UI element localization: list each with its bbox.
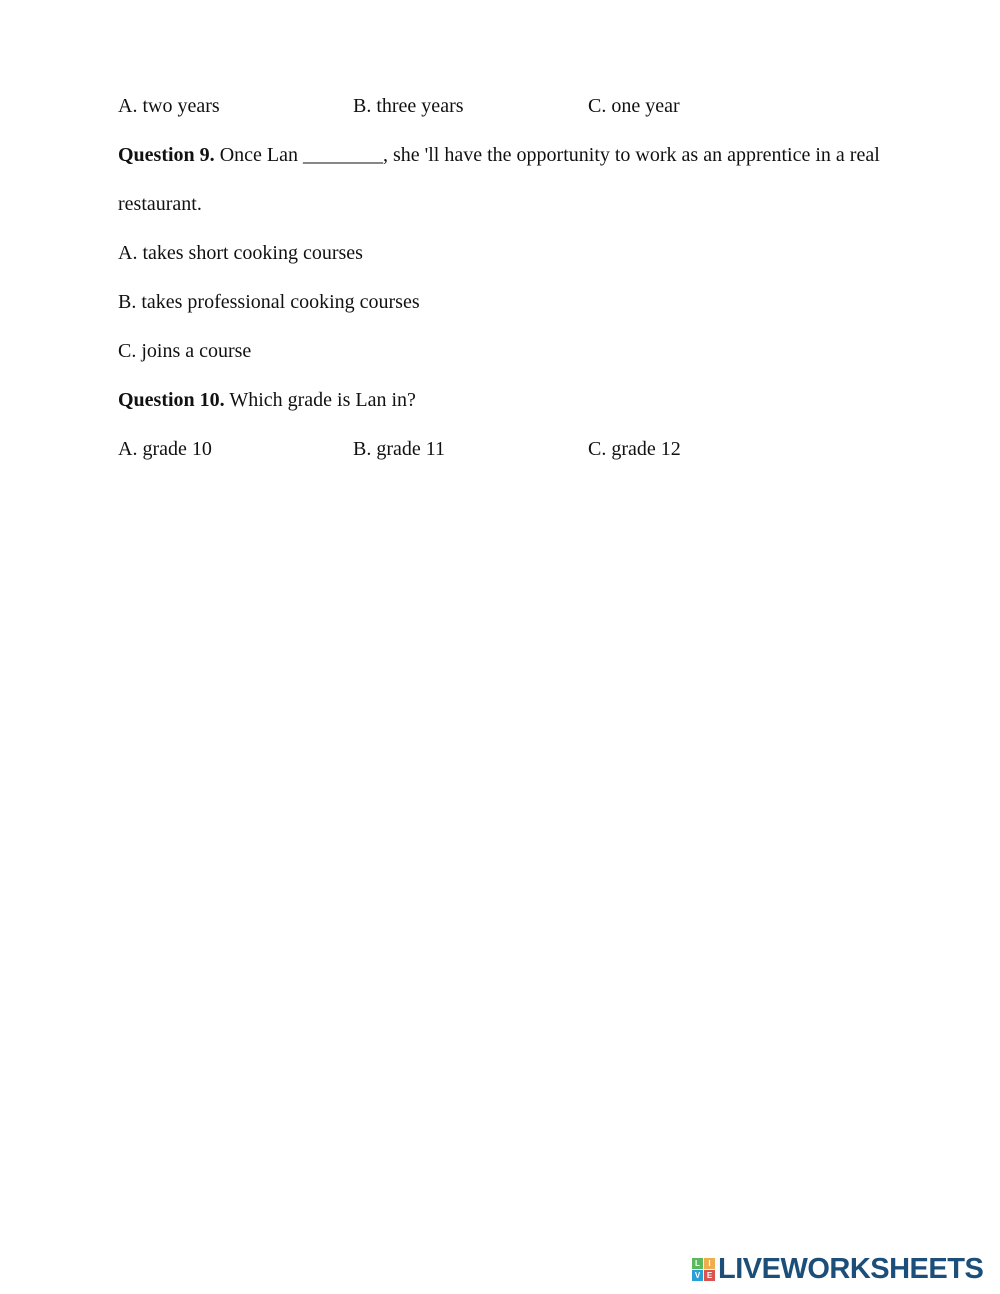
- question-10-option-b[interactable]: B. grade 11: [353, 438, 446, 460]
- question-9-text: Once Lan ________, she 'll have the opportunity to work as an apprentice in a real: [219, 144, 880, 166]
- question-9-label: Question 9.: [118, 144, 215, 166]
- question-8-option-c[interactable]: C. one year: [588, 95, 680, 117]
- logo-mark-cell: V: [692, 1270, 703, 1281]
- question-9-option-a[interactable]: A. takes short cooking courses: [118, 242, 363, 264]
- question-8-option-a[interactable]: A. two years: [118, 95, 220, 117]
- question-10-label: Question 10.: [118, 389, 225, 411]
- question-10-option-a[interactable]: A. grade 10: [118, 438, 212, 460]
- question-8-option-b[interactable]: B. three years: [353, 95, 464, 117]
- logo-mark-cell: E: [704, 1270, 715, 1281]
- question-10-text: Which grade is Lan in?: [229, 389, 416, 411]
- question-8-options: [118, 94, 938, 118]
- question-10-options: [118, 437, 938, 461]
- logo-mark-cell: L: [692, 1258, 703, 1269]
- logo-mark-icon: [692, 1258, 715, 1281]
- question-9-stem-continuation: restaurant.: [118, 193, 202, 215]
- liveworksheets-logo: [692, 1254, 983, 1284]
- question-10-option-c[interactable]: C. grade 12: [588, 438, 681, 460]
- question-9-option-b[interactable]: B. takes professional cooking courses: [118, 291, 420, 313]
- question-10-stem: [118, 388, 416, 412]
- logo-mark-cell: I: [704, 1258, 715, 1269]
- logo-text: LIVEWORKSHEETS: [718, 1253, 984, 1285]
- question-9-option-c[interactable]: C. joins a course: [118, 340, 252, 362]
- question-9-stem: [118, 143, 880, 167]
